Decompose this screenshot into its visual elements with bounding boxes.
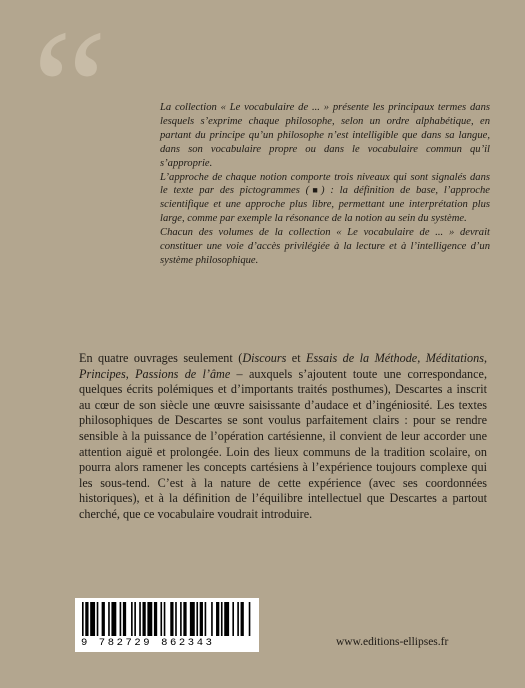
summary-text: et — [286, 351, 307, 365]
barcode-bars — [81, 602, 253, 636]
work-title: Méditations — [425, 351, 484, 365]
summary-text: En quatre ouvrages seulement ( — [79, 351, 243, 365]
book-summary — [79, 351, 487, 523]
summary-text: , — [125, 366, 136, 381]
summary-text: , — [483, 351, 488, 365]
summary-text: – auxquels s’ajoutent toute une correspondance, quelques écrits polémiques et d’importants traités posthumes), Descartes a inscrit au cœur de son siècle une œuvre saisissante d’audace et d’ingéniosité. Les textes philosophiques de Descartes se sont voulus parfaitement clairs : pour se rendre sensible à la puissance de l’opération cartésienne, il convient de leur accorder une attention aiguë et prolongée. Loin des lieux communs de la tradition scolaire, on pourra alors ramener les concepts cartésiens à l’expérience toujours complexe qui les sous-tend. C’est à la nature de cette expérience (avec ses coordonnées historiques), et à la définition de l’équilibre intellectuel que Descartes a partout cherché, que ce vocabulaire voudrait introduire. — [79, 366, 487, 521]
summary-text: , — [417, 351, 426, 365]
work-title: Passions de l’âme — [135, 366, 231, 381]
intro-paragraph-2 — [160, 171, 490, 227]
intro-paragraph-3: Chacun des volumes de la collection « Le vocabulaire de ... » devrait constituer une voie d’accès privilégiée à la lecture et à l’intelligence d’un système philosophique. — [160, 227, 490, 266]
quote-mark: “ — [32, 0, 94, 183]
pictogram-icon: ■ — [309, 185, 321, 196]
summary-paragraph — [79, 351, 487, 523]
isbn-digits: 9 782729 862343 — [81, 637, 215, 649]
intro-paragraph-2-start: L’approche de chaque notion comporte trois niveaux qui sont signalés dans le texte par des pictogrammes ( — [160, 171, 490, 197]
work-title: Essais de la Méthode — [306, 351, 418, 365]
intro-paragraph-2-end: ) : la définition de base, l’approche scientifique et une approche plus libre, permettant une interprétation plus large, comme par exemple la résonance de la notion au sein du système. — [160, 185, 490, 225]
collection-description — [160, 101, 490, 268]
intro-paragraph-1: La collection « Le vocabulaire de ... » présente les principaux termes dans lesquels s’exprime chaque philosophe, selon un ordre alphabétique, en partant du principe qu’un philosophe n’est intelligible que dans sa langue, dans son vocabulaire propre ou dans le vocabulaire commun qu’il s’approprie. — [160, 102, 490, 169]
work-title: Discours — [242, 351, 287, 365]
work-title: Principes — [79, 366, 126, 381]
publisher-website: www.editions-ellipses.fr — [336, 636, 449, 648]
barcode — [75, 598, 259, 652]
